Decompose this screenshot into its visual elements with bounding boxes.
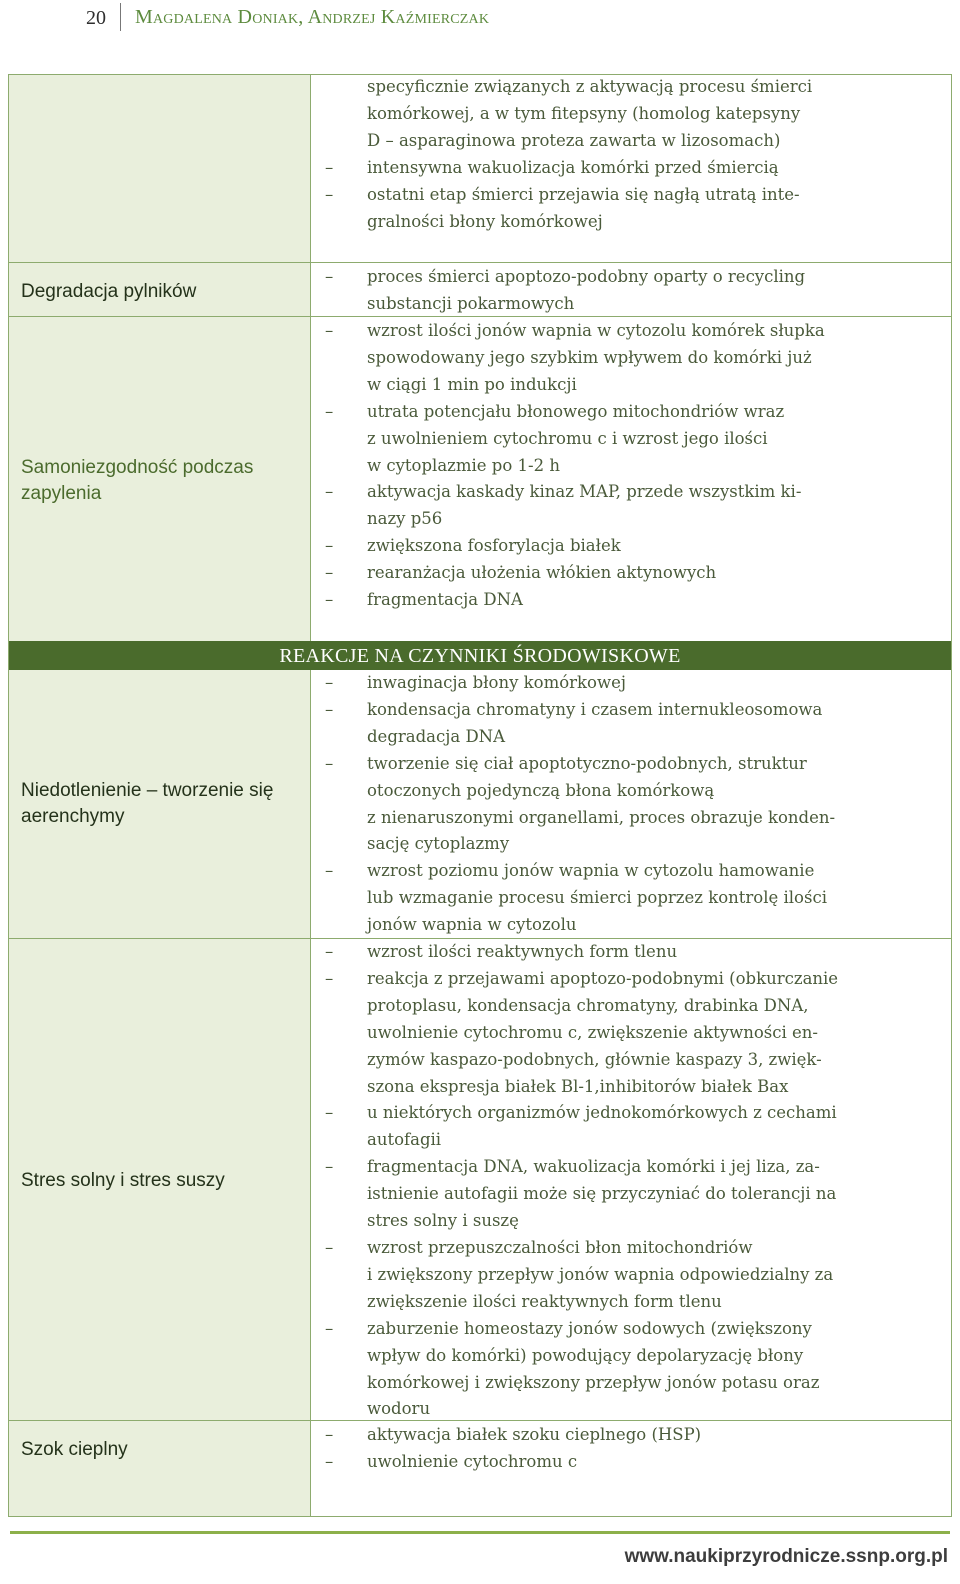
item-line: z nienaruszonymi organellami, proces obrazuje konden- [367,807,836,827]
dash-bullet: – [325,184,334,204]
item-line: zwiększona fosforylacja białek [367,536,621,556]
item-line: protoplasu, kondensacja chromatyny, drabinka DNA, [367,995,809,1015]
dash-bullet: – [325,536,334,556]
item-line: fragmentacja DNA [367,590,523,610]
row-6-text [325,1422,947,1476]
footer-url: www.naukiprzyrodnicze.ssnp.org.pl [624,1546,948,1567]
item-line: otoczonych pojedynczą błona komórkową [367,780,715,800]
list-item [325,858,947,939]
item-line: substancji pokarmowych [367,293,575,313]
dash-bullet: – [325,321,334,340]
row-label-degradacja: Degradacja pylników [21,281,197,302]
row-label-szok-cieplny: Szok cieplny [21,1439,128,1460]
list-item [325,587,947,614]
item-line: wzrost ilości reaktywnych form tlenu [367,942,678,961]
page-header [86,0,489,34]
row-4-text [325,670,947,939]
item-line: w ciągi 1 min po indukcji [367,374,577,394]
page-number: 20 [86,3,121,31]
item-line: jonów wapnia w cytozolu [367,915,577,935]
item-line: wzrost poziomu jonów wapnia w cytozolu hamowanie [367,861,815,881]
list-item [325,939,947,966]
list-item [325,670,947,697]
item-line: fragmentacja DNA, wakuolizacja komórki i jej liza, za- [367,1157,820,1177]
item-line: zaburzenie homeostazy jonów sodowych (zwiększony [367,1318,812,1338]
dash-bullet: – [325,1425,334,1444]
list-item [325,1100,947,1154]
list-item [325,966,947,1101]
row-2-text [325,264,947,318]
list-item [325,264,947,318]
dash-bullet: – [325,590,334,610]
list-item [325,1449,947,1476]
list-item [325,1235,947,1316]
row-1-text [325,74,947,235]
item-line: nazy p56 [367,509,443,529]
dash-bullet: – [325,267,334,286]
row-divider [9,262,951,263]
dash-bullet: – [325,861,334,881]
reactions-table [8,74,952,1517]
list-item [325,182,947,236]
dash-bullet: – [325,1237,334,1257]
item-line: intensywna wakuolizacja komórki przed śmiercią [367,157,779,177]
item-line: aktywacja białek szoku cieplnego (HSP) [367,1425,702,1444]
item-line: u niektórych organizmów jednokomórkowych z cechami [367,1103,837,1123]
item-line: uwolnienie cytochromu c, zwiększenie aktywności en- [367,1022,818,1042]
dash-bullet: – [325,482,334,502]
item-line: utrata potencjału błonowego mitochondriów wraz [367,401,785,421]
list-item [325,479,947,533]
list-item [325,560,947,587]
item-line: autofagii [367,1130,442,1150]
dash-bullet: – [325,753,334,773]
item-line: wzrost przepuszczalności błon mitochondriów [367,1237,753,1257]
dash-bullet: – [325,1451,334,1471]
item-line: rearanżacja ułożenia włókien aktynowych [367,563,717,583]
item-line: lub wzmaganie procesu śmierci poprzez kontrolę ilości [367,888,827,908]
item-line: tworzenie się ciał apoptotyczno-podobnych, struktur [367,753,807,773]
row-label-stres-solny: Stres solny i stres suszy [21,1170,225,1191]
list-item [325,751,947,859]
item-line: zymów kaspazo-podobnych, głównie kaspazy 3, zwięk- [367,1049,822,1069]
continuation-line: komórkowej, a w tym fitepsyny (homolog katepsyny [367,103,801,123]
item-line: ostatni etap śmierci przejawia się nagłą utratą inte- [367,184,800,204]
item-line: w cytoplazmie po 1-2 h [367,455,560,475]
row-label-samoniezgodnosc: Samoniezgodność podczas zapylenia [21,457,254,504]
item-line: stres solny i suszę [367,1211,519,1231]
dash-bullet: – [325,1157,334,1177]
item-line: degradacja DNA [367,726,506,746]
running-head-authors: Magdalena Doniak, Andrzej Kaźmierczak [135,5,490,28]
item-line: wodoru [367,1399,431,1419]
item-line: wzrost ilości jonów wapnia w cytozolu komórek słupka [367,321,825,340]
item-line: wpływ do komórki) powodujący depolaryzację błony [367,1345,804,1365]
dash-bullet: – [325,942,334,961]
list-item [325,399,947,480]
continuation-line: specyficznie związanych z aktywacją procesu śmierci [367,77,813,96]
footer-rule [10,1531,950,1534]
dash-bullet: – [325,157,334,177]
list-item [325,697,947,751]
item-line: inwaginacja błony komórkowej [367,673,626,692]
list-item [325,1154,947,1235]
item-line: sację cytoplazmy [367,834,510,854]
list-item [325,533,947,560]
list-item [325,318,947,399]
item-line: istnienie autofagii może się przyczyniać do tolerancji na [367,1184,837,1204]
continuation-line: D – asparaginowa proteza zawarta w lizosomach) [367,130,781,150]
dash-bullet: – [325,563,334,583]
row-label-niedotlenienie: Niedotlenienie – tworzenie się aerenchymy [21,780,274,827]
item-line: reakcja z przejawami apoptozo-podobnymi (obkurczanie [367,968,839,988]
item-line: zwiększenie ilości reaktywnych form tlenu [367,1291,722,1311]
item-line: i zwiększony przepływ jonów wapnia odpowiedzialny za [367,1264,834,1284]
dash-bullet: – [325,401,334,421]
dash-bullet: – [325,673,334,692]
item-line: kondensacja chromatyny i czasem internukleosomowa [367,699,823,719]
item-line: szona ekspresja białek Bl-1,inhibitorów białek Bax [367,1076,789,1096]
item-line: spowodowany jego szybkim wpływem do komórki już [367,347,812,367]
item-line: proces śmierci apoptozo-podobny oparty o recycling [367,267,806,286]
dash-bullet: – [325,699,334,719]
dash-bullet: – [325,968,334,988]
item-line: gralności błony komórkowej [367,211,603,231]
section-header: REAKCJE NA CZYNNIKI ŚRODOWISKOWE [9,641,951,670]
list-item [325,1422,947,1449]
item-line: komórkowej i zwiększony przepływ jonów potasu oraz [367,1372,820,1392]
list-item [325,155,947,182]
item-line: uwolnienie cytochromu c [367,1451,578,1471]
item-line: aktywacja kaskady kinaz MAP, przede wszystkim ki- [367,482,802,502]
row-5-text [325,939,947,1423]
list-item [325,1316,947,1424]
item-line: z uwolnieniem cytochromu c i wzrost jego ilości [367,428,768,448]
dash-bullet: – [325,1318,334,1338]
row-3-text [325,318,947,614]
dash-bullet: – [325,1103,334,1123]
